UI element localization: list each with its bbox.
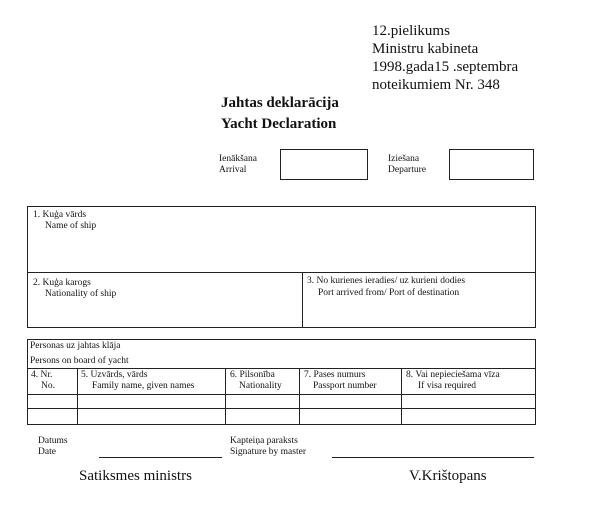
annex-reference [372,22,518,94]
port-field[interactable] [307,276,465,299]
form-title-en: Yacht Declaration [221,116,337,132]
column-header-visa-lv: 8. Vai nepieciešama vīza [406,370,500,380]
departure-checkbox[interactable] [449,149,534,180]
arrival-label [219,154,257,176]
column-divider-3 [299,368,300,424]
signature-label-lv: Kapteiņa paraksts [230,436,298,446]
column-header-passport-lv: 7. Pases numurs [304,370,366,380]
column-divider-2 [225,368,226,424]
minister-name: V.Krištopans [409,468,487,484]
signature-label-en: Signature by master [230,447,306,457]
ship-name-label-en: Name of ship [45,221,97,231]
column-header-nationality-lv: 6. Pilsonība [230,370,275,380]
ship-name-label-lv: 1. Kuģa vārds [33,210,87,220]
signature-label [230,436,306,458]
minister-title: Satiksmes ministrs [79,468,192,484]
column-divider-4 [401,368,402,424]
form-title [221,93,339,135]
departure-label [388,154,426,176]
ship-name-field[interactable] [33,210,96,232]
date-label [38,436,68,458]
annex-line-2: Ministru kabineta [372,41,479,57]
departure-label-en: Departure [388,165,426,175]
column-header-visa-en: If visa required [418,381,477,391]
ship-flag-field[interactable] [33,278,116,300]
date-input-line[interactable] [99,457,222,458]
column-header-number-lv: 4. Nr. [31,370,53,380]
date-label-en: Date [38,447,56,457]
column-header-number [31,370,55,392]
port-label-en: Port arrived from/ Port of destination [318,288,460,298]
column-header-name-lv: 5. Uzvārds, vārds [81,370,148,380]
persons-heading-en: Persons on board of yacht [30,356,129,366]
column-header-nationality-en: Nationality [239,381,282,391]
ship-info-divider [27,272,535,273]
signature-input-line[interactable] [332,457,534,458]
column-divider-1 [77,368,78,424]
persons-row-rule [27,408,535,409]
column-header-name-en: Family name, given names [92,381,195,391]
persons-table-heading [30,341,129,367]
column-header-number-en: No. [41,381,55,391]
persons-heading-lv: Personas uz jahtas klāja [30,341,121,351]
arrival-label-en: Arrival [219,165,247,175]
form-title-lv: Jahtas deklarācija [221,95,339,111]
annex-line-1: 12.pielikums [372,23,450,39]
column-header-name [81,370,194,392]
departure-label-lv: Iziešana [388,154,420,164]
column-header-passport-en: Passport number [313,381,377,391]
arrival-checkbox[interactable] [280,149,368,180]
date-label-lv: Datums [38,436,68,446]
persons-header-top-rule [27,368,535,369]
column-header-visa [406,370,500,392]
ship-info-column-divider [302,272,303,327]
port-label-lv: 3. No kurienes ieradies/ uz kurieni dodies [307,276,466,286]
column-header-passport [304,370,377,392]
column-header-nationality [230,370,282,392]
ship-info-block [27,206,536,328]
arrival-label-lv: Ienākšana [219,154,257,164]
annex-line-4: noteikumiem Nr. 348 [372,77,500,93]
persons-header-bottom-rule [27,394,535,395]
annex-line-3: 1998.gada15 .septembra [372,59,519,75]
ship-flag-label-en: Nationality of ship [45,289,117,299]
ship-flag-label-lv: 2. Kuģa karogs [33,278,91,288]
